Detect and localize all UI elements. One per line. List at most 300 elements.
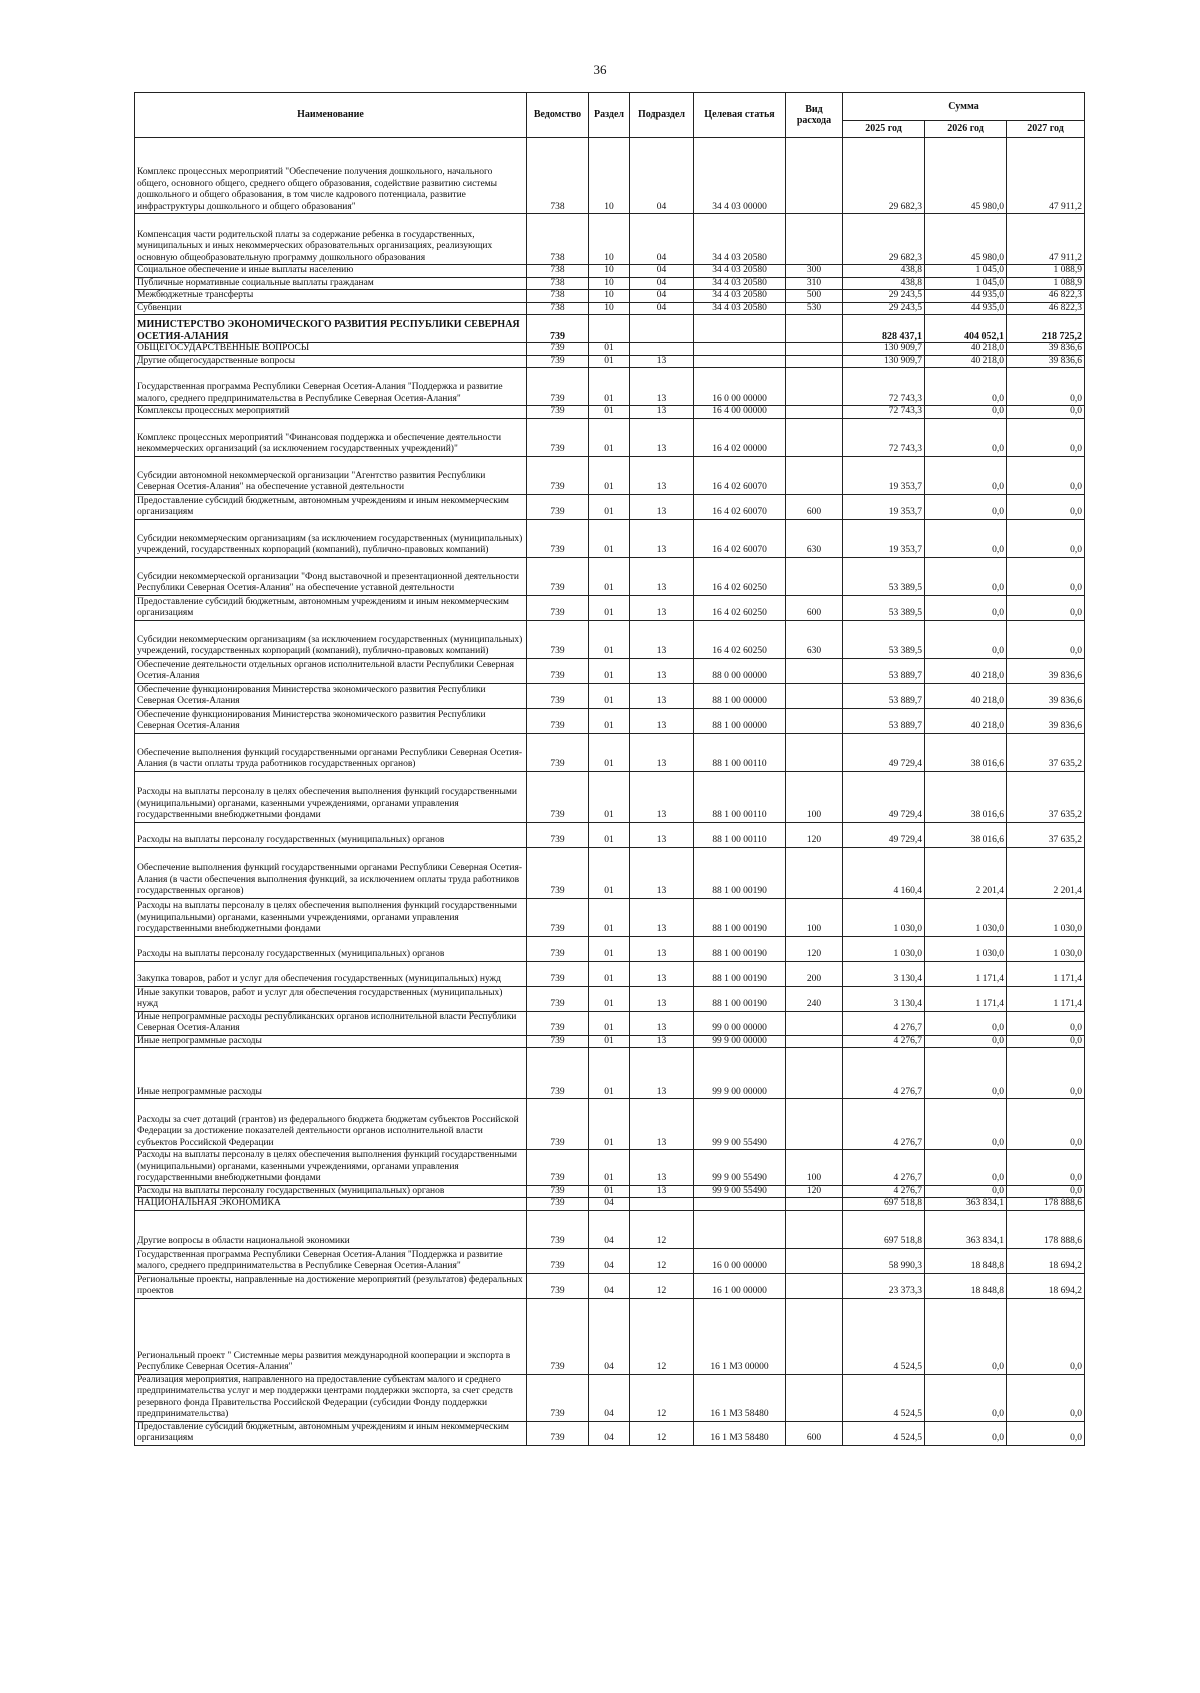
row-vid	[786, 557, 843, 595]
row-cel: 99 0 00 00000	[694, 1011, 786, 1035]
row-podrazdel: 13	[630, 1048, 694, 1099]
row-2025: 49 729,4	[843, 822, 925, 847]
row-razdel: 01	[589, 620, 630, 658]
row-2027: 0,0	[1007, 1011, 1085, 1035]
row-2026: 0,0	[925, 406, 1007, 419]
row-razdel: 01	[589, 1150, 630, 1186]
row-2027: 1 088,9	[1007, 277, 1085, 290]
row-name: Государственная программа Республики Северная Осетия-Алания "Поддержка и развитие малого, среднего предпринимательства в Республике Северная Осетия-Алания"	[135, 1248, 527, 1273]
row-vid	[786, 138, 843, 214]
table-row	[135, 368, 1085, 406]
row-podrazdel: 13	[630, 1011, 694, 1035]
row-name: НАЦИОНАЛЬНАЯ ЭКОНОМИКА	[135, 1198, 527, 1211]
row-vid: 120	[786, 936, 843, 961]
row-razdel: 01	[589, 355, 630, 368]
row-cel: 16 4 02 60250	[694, 557, 786, 595]
row-podrazdel: 04	[630, 265, 694, 278]
row-2027: 1 030,0	[1007, 936, 1085, 961]
row-vid: 630	[786, 620, 843, 658]
row-razdel: 04	[589, 1421, 630, 1445]
row-name: Реализация мероприятия, направленного на предоставление субъектам малого и среднего предпринимательства услуг и мер поддержки центрами поддержки экспорта, за счет средств резервного фонда Правительства Российской Федерации (субсидии Фонду поддержки предпринимательства)	[135, 1374, 527, 1421]
row-podrazdel: 13	[630, 1035, 694, 1048]
row-ved: 739	[527, 418, 589, 456]
row-2027: 0,0	[1007, 368, 1085, 406]
row-vid	[786, 1048, 843, 1099]
table-row	[135, 343, 1085, 356]
row-podrazdel: 13	[630, 961, 694, 986]
row-2026: 0,0	[925, 1048, 1007, 1099]
row-cel: 16 4 02 60250	[694, 620, 786, 658]
row-cel: 34 4 03 20580	[694, 265, 786, 278]
row-2025: 4 276,7	[843, 1035, 925, 1048]
row-2027: 39 836,6	[1007, 343, 1085, 356]
row-cel: 88 1 00 00190	[694, 961, 786, 986]
row-ved: 739	[527, 1421, 589, 1445]
row-podrazdel: 12	[630, 1273, 694, 1298]
row-cel: 16 0 00 00000	[694, 1248, 786, 1273]
row-podrazdel: 13	[630, 406, 694, 419]
row-cel	[694, 343, 786, 356]
row-2025: 53 889,7	[843, 708, 925, 733]
row-razdel: 01	[589, 368, 630, 406]
row-ved: 739	[527, 557, 589, 595]
row-podrazdel: 13	[630, 368, 694, 406]
table-row	[135, 961, 1085, 986]
row-vid: 530	[786, 302, 843, 315]
row-razdel: 01	[589, 557, 630, 595]
row-2027: 37 635,2	[1007, 733, 1085, 771]
row-podrazdel: 13	[630, 847, 694, 898]
row-2026: 363 834,1	[925, 1198, 1007, 1211]
row-vid	[786, 1248, 843, 1273]
row-ved: 739	[527, 1198, 589, 1211]
table-row	[135, 355, 1085, 368]
row-2026: 0,0	[925, 368, 1007, 406]
row-razdel: 04	[589, 1374, 630, 1421]
row-name: Государственная программа Республики Северная Осетия-Алания "Поддержка и развитие малого, среднего предпринимательства в Республике Северная Осетия-Алания"	[135, 368, 527, 406]
row-ved: 739	[527, 961, 589, 986]
row-razdel: 01	[589, 418, 630, 456]
row-2025: 23 373,3	[843, 1273, 925, 1298]
row-2027: 1 030,0	[1007, 898, 1085, 936]
row-2025: 29 682,3	[843, 214, 925, 265]
row-cel: 34 4 03 20580	[694, 214, 786, 265]
table-row	[135, 771, 1085, 822]
row-razdel: 01	[589, 1185, 630, 1198]
row-2026: 0,0	[925, 418, 1007, 456]
row-vid: 600	[786, 494, 843, 519]
row-cel: 16 4 02 60250	[694, 595, 786, 620]
row-name: ОБЩЕГОСУДАРСТВЕННЫЕ ВОПРОСЫ	[135, 343, 527, 356]
row-podrazdel: 04	[630, 214, 694, 265]
table-row	[135, 1421, 1085, 1445]
table-row	[135, 418, 1085, 456]
row-2025: 4 276,7	[843, 1185, 925, 1198]
row-2025: 1 030,0	[843, 936, 925, 961]
row-name: МИНИСТЕРСТВО ЭКОНОМИЧЕСКОГО РАЗВИТИЯ РЕСПУБЛИКИ СЕВЕРНАЯ ОСЕТИЯ-АЛАНИЯ	[135, 315, 527, 343]
table-row	[135, 1210, 1085, 1248]
row-2026: 0,0	[925, 1374, 1007, 1421]
row-ved: 738	[527, 290, 589, 303]
row-cel: 16 1 М3 58480	[694, 1374, 786, 1421]
table-row	[135, 519, 1085, 557]
table-row	[135, 1048, 1085, 1099]
row-ved: 739	[527, 1048, 589, 1099]
row-razdel: 01	[589, 456, 630, 494]
row-2026: 38 016,6	[925, 771, 1007, 822]
header-podrazdel: Подраздел	[630, 93, 694, 138]
table-row	[135, 898, 1085, 936]
row-razdel: 01	[589, 1035, 630, 1048]
table-row	[135, 277, 1085, 290]
row-podrazdel: 13	[630, 456, 694, 494]
row-2025: 72 743,3	[843, 406, 925, 419]
table-row	[135, 456, 1085, 494]
row-name: Предоставление субсидий бюджетным, автономным учреждениям и иным некоммерческим организациям	[135, 595, 527, 620]
row-razdel: 01	[589, 494, 630, 519]
row-razdel: 01	[589, 595, 630, 620]
row-name: Обеспечение функционирования Министерства экономического развития Республики Северная Осетия-Алания	[135, 683, 527, 708]
row-2025: 72 743,3	[843, 368, 925, 406]
row-2026: 2 201,4	[925, 847, 1007, 898]
row-ved: 739	[527, 1374, 589, 1421]
row-2026: 44 935,0	[925, 290, 1007, 303]
budget-table	[134, 92, 1085, 1446]
row-ved: 739	[527, 1248, 589, 1273]
header-cel: Целевая статья	[694, 93, 786, 138]
row-razdel: 10	[589, 265, 630, 278]
row-2025: 4 276,7	[843, 1150, 925, 1186]
row-name: Социальное обеспечение и иные выплаты населению	[135, 265, 527, 278]
row-2026: 1 045,0	[925, 277, 1007, 290]
row-cel: 99 9 00 55490	[694, 1150, 786, 1186]
table-row	[135, 733, 1085, 771]
row-razdel: 01	[589, 847, 630, 898]
row-2026: 40 218,0	[925, 658, 1007, 683]
row-razdel: 04	[589, 1273, 630, 1298]
row-cel: 88 1 00 00110	[694, 822, 786, 847]
row-name: Предоставление субсидий бюджетным, автономным учреждениям и иным некоммерческим организациям	[135, 1421, 527, 1445]
row-name: Другие общегосударственные вопросы	[135, 355, 527, 368]
row-2025: 29 243,5	[843, 290, 925, 303]
row-2026: 45 980,0	[925, 214, 1007, 265]
row-podrazdel: 13	[630, 1185, 694, 1198]
row-razdel: 01	[589, 961, 630, 986]
row-podrazdel: 12	[630, 1248, 694, 1273]
row-podrazdel	[630, 315, 694, 343]
row-name: Обеспечение выполнения функций государственными органами Республики Северная Осетия-Алания (в части обеспечения выполнения функций, за исключением оплаты труда работников государственных органов)	[135, 847, 527, 898]
row-cel: 16 4 02 60070	[694, 456, 786, 494]
row-2027: 0,0	[1007, 1048, 1085, 1099]
row-2026: 0,0	[925, 456, 1007, 494]
row-vid: 200	[786, 961, 843, 986]
row-2025: 4 524,5	[843, 1374, 925, 1421]
row-2026: 0,0	[925, 1011, 1007, 1035]
table-row	[135, 1374, 1085, 1421]
row-2025: 4 276,7	[843, 1099, 925, 1150]
row-vid	[786, 1210, 843, 1248]
row-cel: 16 4 02 00000	[694, 418, 786, 456]
row-2026: 40 218,0	[925, 683, 1007, 708]
row-podrazdel: 13	[630, 620, 694, 658]
row-podrazdel: 13	[630, 557, 694, 595]
row-podrazdel: 13	[630, 733, 694, 771]
page-number: 36	[593, 62, 607, 77]
row-podrazdel: 04	[630, 302, 694, 315]
row-2027: 39 836,6	[1007, 658, 1085, 683]
row-2026: 0,0	[925, 1150, 1007, 1186]
row-cel: 99 9 00 55490	[694, 1099, 786, 1150]
row-ved: 739	[527, 1273, 589, 1298]
header-2026: 2026 год	[925, 121, 1007, 138]
row-podrazdel: 13	[630, 986, 694, 1011]
table-row	[135, 557, 1085, 595]
row-2025: 438,8	[843, 277, 925, 290]
table-row	[135, 1150, 1085, 1186]
row-ved: 739	[527, 494, 589, 519]
row-2025: 4 524,5	[843, 1298, 925, 1374]
row-name: Другие вопросы в области национальной экономики	[135, 1210, 527, 1248]
row-2025: 58 990,3	[843, 1248, 925, 1273]
row-razdel: 01	[589, 406, 630, 419]
row-vid	[786, 1198, 843, 1211]
table-row	[135, 1198, 1085, 1211]
row-2027: 46 822,3	[1007, 290, 1085, 303]
row-2025: 3 130,4	[843, 986, 925, 1011]
row-2027: 0,0	[1007, 519, 1085, 557]
table-row	[135, 822, 1085, 847]
row-podrazdel: 04	[630, 277, 694, 290]
row-2027: 0,0	[1007, 595, 1085, 620]
row-2025: 53 889,7	[843, 683, 925, 708]
row-razdel: 01	[589, 936, 630, 961]
row-vid	[786, 847, 843, 898]
row-2025: 438,8	[843, 265, 925, 278]
row-ved: 739	[527, 343, 589, 356]
row-cel: 88 1 00 00190	[694, 936, 786, 961]
table-row	[135, 683, 1085, 708]
row-ved: 739	[527, 1035, 589, 1048]
row-podrazdel: 13	[630, 418, 694, 456]
row-name: Комплексы процессных мероприятий	[135, 406, 527, 419]
table-row	[135, 1185, 1085, 1198]
row-2027: 1 171,4	[1007, 986, 1085, 1011]
table-row	[135, 1273, 1085, 1298]
row-razdel: 01	[589, 343, 630, 356]
row-ved: 739	[527, 456, 589, 494]
row-cel: 88 0 00 00000	[694, 658, 786, 683]
row-razdel: 04	[589, 1298, 630, 1374]
row-name: Субсидии автономной некоммерческой организации "Агентство развития Республики Северная Осетия-Алания" на обеспечение уставной деятельности	[135, 456, 527, 494]
table-row	[135, 1298, 1085, 1374]
row-2026: 44 935,0	[925, 302, 1007, 315]
row-vid	[786, 733, 843, 771]
row-ved: 739	[527, 1185, 589, 1198]
table-row	[135, 494, 1085, 519]
row-cel: 88 1 00 00000	[694, 708, 786, 733]
table-row	[135, 847, 1085, 898]
table-row	[135, 1099, 1085, 1150]
row-razdel: 10	[589, 277, 630, 290]
row-ved: 739	[527, 406, 589, 419]
row-cel: 88 1 00 00110	[694, 733, 786, 771]
row-cel	[694, 1210, 786, 1248]
row-ved: 739	[527, 898, 589, 936]
row-2026: 40 218,0	[925, 343, 1007, 356]
row-name: Иные непрограммные расходы	[135, 1048, 527, 1099]
table-row	[135, 214, 1085, 265]
row-2027: 47 911,2	[1007, 214, 1085, 265]
row-2025: 4 276,7	[843, 1048, 925, 1099]
row-name: Расходы на выплаты персоналу государственных (муниципальных) органов	[135, 1185, 527, 1198]
row-podrazdel: 13	[630, 519, 694, 557]
row-vid: 100	[786, 1150, 843, 1186]
row-ved: 739	[527, 771, 589, 822]
row-vid	[786, 343, 843, 356]
row-podrazdel: 04	[630, 290, 694, 303]
row-podrazdel: 12	[630, 1374, 694, 1421]
row-2025: 130 909,7	[843, 343, 925, 356]
row-ved: 738	[527, 277, 589, 290]
row-2025: 53 389,5	[843, 595, 925, 620]
row-cel: 34 4 03 20580	[694, 277, 786, 290]
row-vid: 600	[786, 595, 843, 620]
row-2026: 40 218,0	[925, 708, 1007, 733]
row-cel: 16 4 02 60070	[694, 519, 786, 557]
row-ved: 739	[527, 620, 589, 658]
row-name: Иные закупки товаров, работ и услуг для обеспечения государственных (муниципальных) нужд	[135, 986, 527, 1011]
row-2025: 1 030,0	[843, 898, 925, 936]
header-ved: Ведомство	[527, 93, 589, 138]
row-2027: 37 635,2	[1007, 822, 1085, 847]
row-podrazdel: 04	[630, 138, 694, 214]
row-2025: 4 524,5	[843, 1421, 925, 1445]
row-razdel: 01	[589, 708, 630, 733]
row-2025: 19 353,7	[843, 519, 925, 557]
row-cel: 16 1 00 00000	[694, 1273, 786, 1298]
row-razdel: 01	[589, 1048, 630, 1099]
row-ved: 739	[527, 986, 589, 1011]
row-vid	[786, 683, 843, 708]
row-vid: 310	[786, 277, 843, 290]
row-2025: 130 909,7	[843, 355, 925, 368]
row-2027: 0,0	[1007, 1185, 1085, 1198]
row-podrazdel: 13	[630, 771, 694, 822]
row-razdel: 10	[589, 290, 630, 303]
row-razdel: 01	[589, 771, 630, 822]
row-2026: 404 052,1	[925, 315, 1007, 343]
row-ved: 739	[527, 936, 589, 961]
row-vid	[786, 355, 843, 368]
row-2026: 0,0	[925, 1099, 1007, 1150]
row-ved: 739	[527, 822, 589, 847]
row-2027: 0,0	[1007, 1099, 1085, 1150]
row-vid	[786, 1273, 843, 1298]
row-vid: 120	[786, 822, 843, 847]
row-vid	[786, 1298, 843, 1374]
row-razdel: 01	[589, 986, 630, 1011]
row-name: Публичные нормативные социальные выплаты гражданам	[135, 277, 527, 290]
row-razdel: 01	[589, 658, 630, 683]
row-razdel: 10	[589, 214, 630, 265]
row-cel: 99 9 00 00000	[694, 1048, 786, 1099]
row-podrazdel: 13	[630, 898, 694, 936]
row-2027: 0,0	[1007, 1421, 1085, 1445]
row-cel: 16 1 М3 00000	[694, 1298, 786, 1374]
row-2027: 0,0	[1007, 557, 1085, 595]
row-ved: 739	[527, 368, 589, 406]
row-2027: 0,0	[1007, 494, 1085, 519]
row-ved: 739	[527, 708, 589, 733]
row-vid	[786, 214, 843, 265]
row-2027: 39 836,6	[1007, 708, 1085, 733]
table-row	[135, 620, 1085, 658]
row-podrazdel: 13	[630, 822, 694, 847]
row-2027: 0,0	[1007, 456, 1085, 494]
row-cel	[694, 355, 786, 368]
row-ved: 739	[527, 519, 589, 557]
table-row	[135, 302, 1085, 315]
row-vid	[786, 1035, 843, 1048]
row-2025: 3 130,4	[843, 961, 925, 986]
row-podrazdel: 13	[630, 1150, 694, 1186]
row-2025: 53 389,5	[843, 557, 925, 595]
table-row	[135, 1011, 1085, 1035]
table-row	[135, 406, 1085, 419]
row-cel: 88 1 00 00190	[694, 986, 786, 1011]
row-2025: 29 243,5	[843, 302, 925, 315]
row-name: Обеспечение выполнения функций государственными органами Республики Северная Осетия-Алания (в части оплаты труда работников государственных органов)	[135, 733, 527, 771]
row-name: Комплекс процессных мероприятий "Обеспечение получения дошкольного, начального общего, основного общего, среднего общего образования, содействие развитию системы дошкольного и общего образования, в том числе кадрового потенциала, развитие инфраструктуры дошкольного и общего образования"	[135, 138, 527, 214]
row-vid	[786, 368, 843, 406]
row-name: Расходы на выплаты персоналу в целях обеспечения выполнения функций государственными (муниципальными) органами, казенными учреждениями, органами управления государственными внебюджетными фондами	[135, 771, 527, 822]
row-vid: 240	[786, 986, 843, 1011]
row-razdel: 01	[589, 733, 630, 771]
table-row	[135, 708, 1085, 733]
row-ved: 738	[527, 138, 589, 214]
row-ved: 738	[527, 302, 589, 315]
row-vid	[786, 315, 843, 343]
header-razdel: Раздел	[589, 93, 630, 138]
row-2027: 178 888,6	[1007, 1198, 1085, 1211]
row-name: Субвенции	[135, 302, 527, 315]
row-2025: 697 518,8	[843, 1198, 925, 1211]
row-ved: 739	[527, 1150, 589, 1186]
row-vid	[786, 658, 843, 683]
row-2025: 53 389,5	[843, 620, 925, 658]
row-2026: 0,0	[925, 595, 1007, 620]
row-2027: 1 088,9	[1007, 265, 1085, 278]
row-ved: 738	[527, 265, 589, 278]
row-2027: 37 635,2	[1007, 771, 1085, 822]
row-ved: 739	[527, 355, 589, 368]
row-2025: 53 889,7	[843, 658, 925, 683]
row-podrazdel: 13	[630, 708, 694, 733]
table-row	[135, 936, 1085, 961]
row-ved: 739	[527, 1298, 589, 1374]
row-cel	[694, 1198, 786, 1211]
row-cel: 34 4 03 00000	[694, 138, 786, 214]
row-name: Расходы на выплаты персоналу в целях обеспечения выполнения функций государственными (муниципальными) органами, казенными учреждениями, органами управления государственными внебюджетными фондами	[135, 1150, 527, 1186]
row-name: Расходы на выплаты персоналу государственных (муниципальных) органов	[135, 936, 527, 961]
row-2026: 0,0	[925, 1421, 1007, 1445]
row-2026: 1 030,0	[925, 936, 1007, 961]
row-cel: 16 1 М3 58480	[694, 1421, 786, 1445]
row-name: Комплекс процессных мероприятий "Финансовая поддержка и обеспечение деятельности некоммерческих организаций (за исключением государственных учреждений)"	[135, 418, 527, 456]
row-2027: 0,0	[1007, 1374, 1085, 1421]
row-2027: 2 201,4	[1007, 847, 1085, 898]
row-ved: 739	[527, 595, 589, 620]
